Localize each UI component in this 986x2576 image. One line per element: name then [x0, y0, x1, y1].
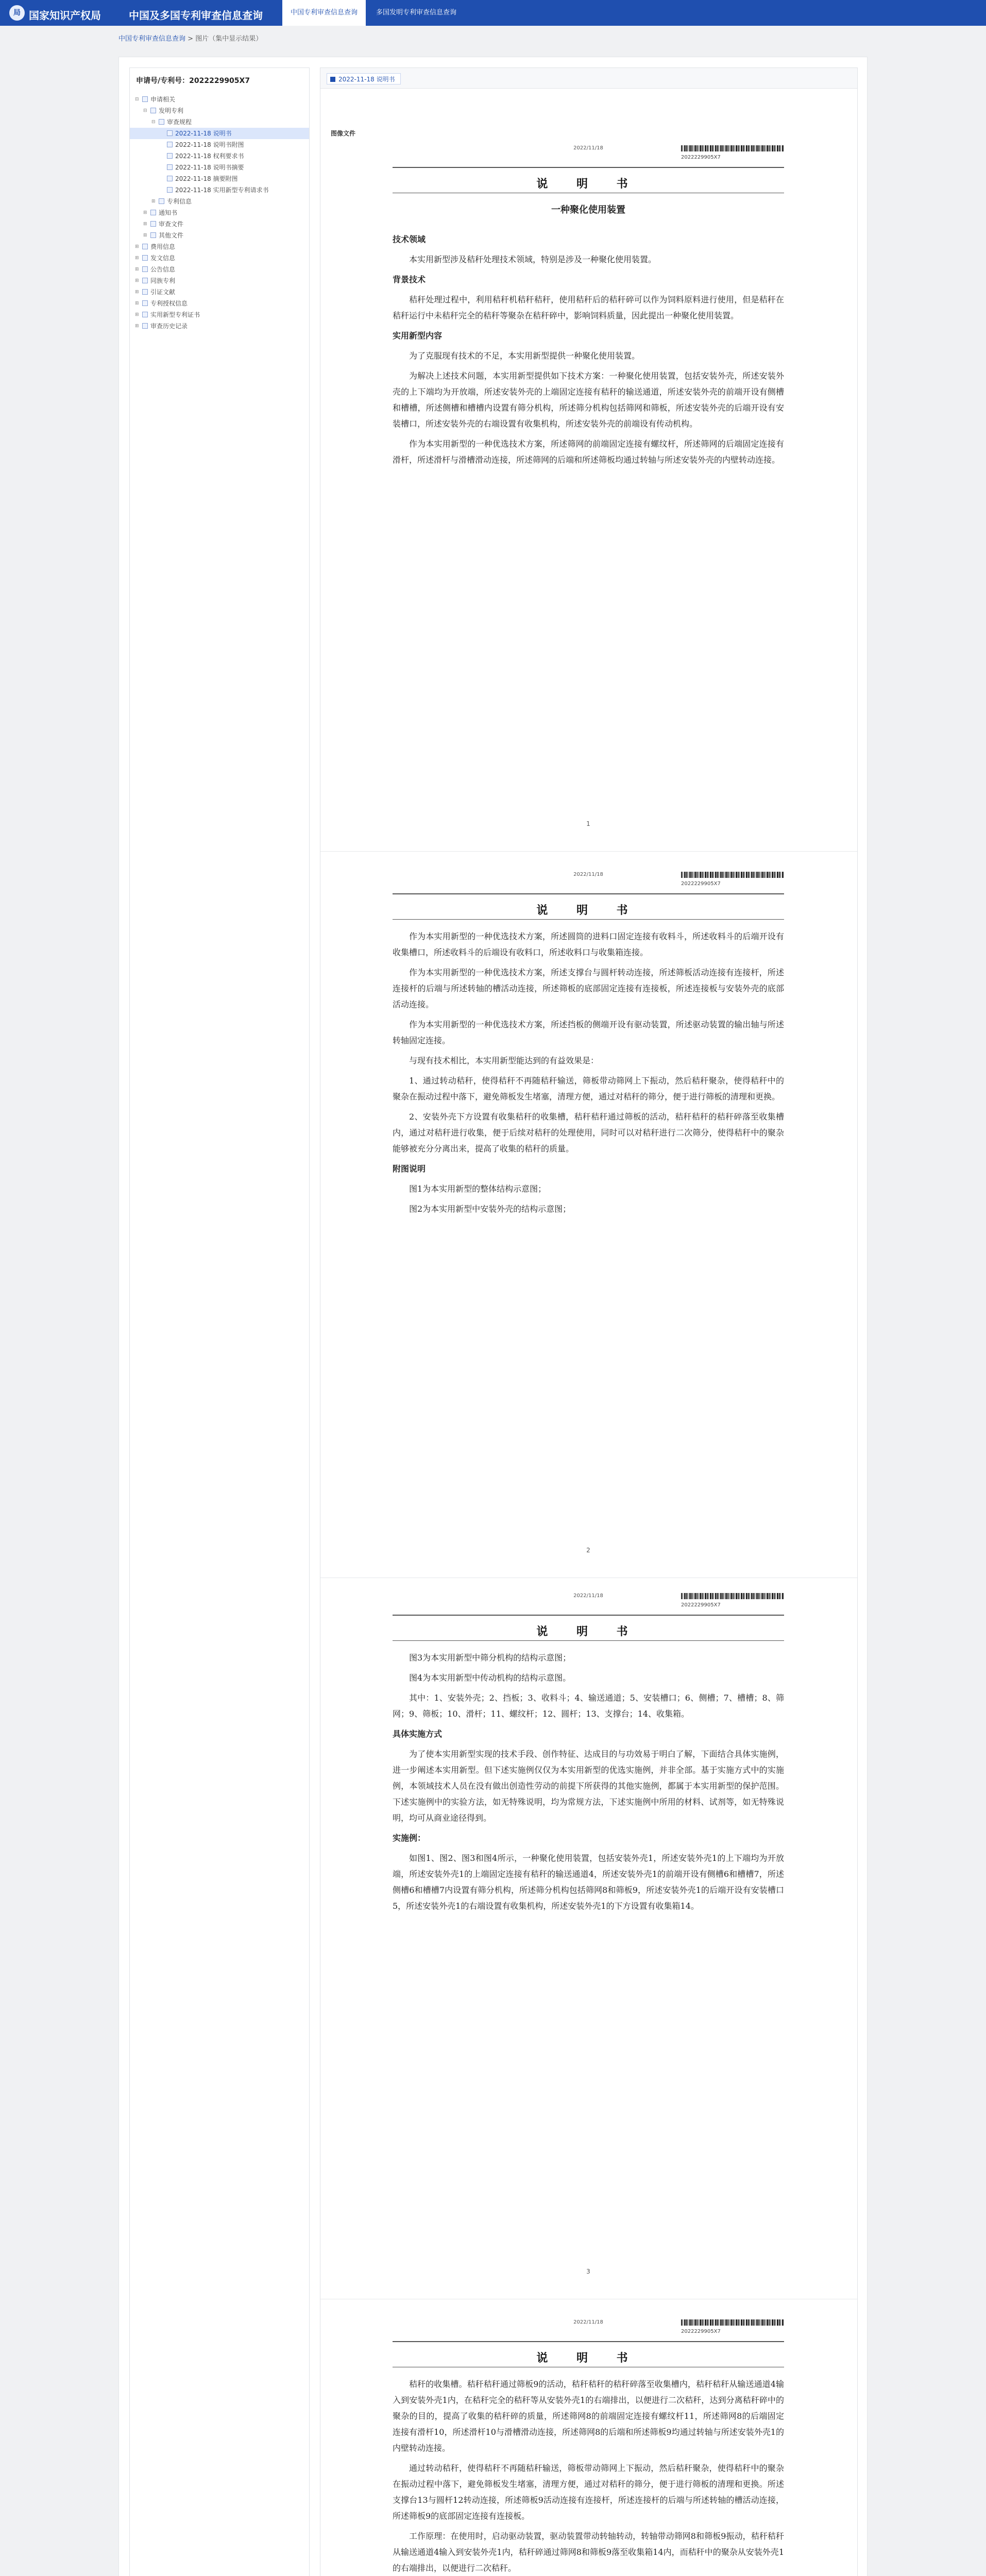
folder-icon — [150, 232, 156, 238]
folder-icon — [150, 221, 156, 227]
page-date: 2022/11/18 — [573, 872, 603, 877]
tree-item[interactable] — [130, 139, 309, 150]
page-body — [393, 1650, 784, 1918]
page-rule-top — [393, 893, 784, 894]
tree-item-label: 其他文件 — [159, 232, 184, 239]
tree-item[interactable] — [130, 264, 309, 275]
tree-item[interactable] — [130, 320, 309, 332]
file-icon — [167, 142, 173, 147]
application-number-label: 申请号/专利号： — [136, 77, 190, 85]
section-heading: 背景技术 — [393, 275, 426, 284]
paragraph: 图2为本实用新型中安装外壳的结构示意图； — [409, 1204, 571, 1214]
paragraph: 为解决上述技术问题，本实用新型提供如下技术方案：一种聚化使用装置，包括安装外壳，所述安装外壳的上下端均为开放端，所述安装外壳的上端固定连接有秸秆的输送通道，所述安装外壳的前端开设有侧槽和槽槽，所述侧槽和槽槽内设置有筛分机构，所述筛分机构包括筛网和筛板，所述安装外壳的后端开设有安装槽口，所述安装外壳的右端设置有收集机构，所述安装外壳的前端设有传动机构。 — [393, 371, 784, 429]
file-tree — [130, 94, 309, 332]
paragraph: 作为本实用新型的一种优选技术方案，所述圆筒的进料口固定连接有收料斗，所述收料斗的后端开设有收集槽口，所述收料斗的后端设有收料口，所述收料口与收集箱连接。 — [393, 931, 784, 957]
file-icon — [167, 164, 173, 170]
paragraph: 图4为本实用新型中传动机构的结构示意图。 — [409, 1673, 571, 1683]
page-application-code: 2022229905X7 — [681, 155, 721, 160]
document-page — [393, 1593, 784, 2294]
application-number-value: 2022229905X7 — [189, 77, 250, 85]
page-rule-top — [393, 1615, 784, 1616]
tree-item-label: 2022-11-18 说明书摘要 — [175, 164, 244, 171]
paragraph: 本实用新型涉及秸秆处理技术领域，特别是涉及一种聚化使用装置。 — [409, 255, 657, 264]
tree-item-label: 审查规程 — [167, 118, 192, 126]
application-number — [136, 75, 250, 86]
tree-item[interactable] — [130, 275, 309, 286]
breadcrumb-current: 图片（集中显示结果） — [195, 35, 263, 43]
tree-item-label: 专利信息 — [167, 198, 192, 205]
breadcrumb-home-link[interactable]: 中国专利审查信息查询 — [118, 35, 186, 43]
file-icon — [167, 176, 173, 181]
page-title: 说 明 书 — [536, 177, 640, 191]
page-number: 2 — [586, 1547, 590, 1554]
folder-icon — [159, 198, 164, 204]
tree-item[interactable] — [130, 230, 309, 241]
tree-item-label: 2022-11-18 说明书 — [175, 130, 232, 137]
tree-item[interactable] — [130, 128, 309, 139]
folder-icon — [159, 119, 164, 125]
tree-toggle-icon[interactable]: ⊞ — [143, 210, 147, 215]
paragraph: 通过转动秸秆，使得秸秆不再随秸秆输送，筛板带动筛网上下振动，然后秸秆聚杂，使得秸秆中的聚杂在振动过程中落下，避免筛板发生堵塞，清理方便，通过对秸秆的筛分，便于进行筛板的清理和更换。所述支撑台13与圆杆12转动连接，所述筛板9活动连接有连接杆，所述连接杆的后端与所述转轴的槽活动连接，所述筛板9的底部固定连接有连接板。 — [393, 2463, 784, 2521]
page-application-code: 2022229905X7 — [681, 881, 721, 887]
file-icon — [167, 153, 173, 159]
tree-item[interactable] — [130, 218, 309, 230]
folder-icon — [142, 266, 148, 272]
tree-item[interactable] — [130, 184, 309, 196]
page-body — [393, 202, 784, 472]
tree-item-label: 审查文件 — [159, 221, 184, 228]
tab-document-label: 2022-11-18 说明书 — [338, 76, 395, 83]
page-date: 2022/11/18 — [573, 1593, 603, 1599]
folder-icon — [142, 255, 148, 261]
cnipa-logo-icon: 局 — [9, 5, 25, 21]
folder-icon — [150, 108, 156, 113]
section-heading: 具体实施方式 — [393, 1729, 443, 1739]
system-title: 中国及多国专利审查信息查询 — [129, 9, 263, 22]
page-separator — [320, 851, 857, 852]
breadcrumb-separator: > — [188, 35, 194, 43]
paragraph: 1、通过转动秸秆，使得秸秆不再随秸秆输送，筛板带动筛网上下振动，然后秸秆聚杂，使得秸秆中的聚杂在振动过程中落下，避免筛板发生堵塞，清理方便，通过对秸秆的筛分，便于进行筛板的清理和更换。 — [393, 1076, 784, 1101]
tree-item-label: 发明专利 — [159, 107, 184, 114]
tree-toggle-icon[interactable]: ⊞ — [135, 244, 139, 249]
section-heading: 实用新型内容 — [393, 331, 443, 341]
section-heading: 附图说明 — [393, 1164, 426, 1174]
tree-item-label: 2022-11-18 实用新型专利请求书 — [175, 187, 269, 194]
page-rule-bottom — [393, 1640, 784, 1641]
tree-toggle-icon[interactable]: ⊞ — [135, 324, 139, 329]
page-rule-top — [393, 2341, 784, 2342]
folder-icon — [142, 278, 148, 283]
tree-toggle-icon[interactable]: ⊞ — [143, 233, 147, 238]
tree-item-label: 审查历史记录 — [150, 323, 188, 330]
page-rule-bottom — [393, 919, 784, 920]
tree-toggle-icon[interactable]: ⊞ — [135, 278, 139, 283]
invention-title: 一种聚化使用装置 — [551, 205, 625, 215]
tab-document[interactable] — [327, 73, 401, 84]
tree-item[interactable] — [130, 298, 309, 309]
tree-item-label: 申请相关 — [150, 96, 176, 103]
paragraph: 作为本实用新型的一种优选技术方案，所述挡板的侧端开设有驱动装置，所述驱动装置的输出轴与所述转轴固定连接。 — [393, 1020, 784, 1045]
document-icon — [330, 77, 335, 82]
document-page — [393, 145, 784, 846]
folder-icon — [142, 312, 148, 317]
paragraph: 2、安装外壳下方设置有收集秸秆的收集槽，秸秆秸秆通过筛板的活动，秸秆秸秆的秸秆碎落至收集槽内，通过对秸秆进行收集，便于后续对秸秆的处理使用，同时可以对秸秆进行二次筛分，使得秸秆中的聚杂能够被充分分离出来，提高了收集的秸秆的质量。 — [393, 1112, 784, 1154]
tree-item[interactable] — [130, 252, 309, 264]
tree-item-label: 通知书 — [159, 209, 178, 216]
document-page — [393, 872, 784, 1572]
tree-item-label: 公告信息 — [150, 266, 176, 273]
barcode-icon — [681, 145, 784, 151]
file-icon — [167, 130, 173, 136]
page-title: 说 明 书 — [536, 904, 640, 917]
paragraph: 工作原理：在使用时，启动驱动装置，驱动装置带动转轴转动，转轴带动筛网8和筛板9振动，秸秆秸秆从输送通道4输入到安装外壳1内，秸秆碎通过筛网8和筛板9落至收集箱14内，而秸秆中的聚杂从安装外壳1的右端排出，以便进行二次秸秆。 — [393, 2531, 784, 2573]
paragraph: 图3为本实用新型中筛分机构的结构示意图； — [409, 1653, 571, 1663]
folder-icon — [150, 210, 156, 215]
document-viewer — [320, 67, 858, 2576]
tree-item[interactable] — [130, 150, 309, 162]
page-body — [393, 928, 784, 1221]
tree-toggle-icon[interactable]: ⊞ — [135, 256, 139, 261]
folder-icon — [142, 289, 148, 295]
tree-item-label: 费用信息 — [150, 243, 176, 250]
file-icon — [167, 187, 173, 193]
folder-icon — [142, 323, 148, 329]
page-date: 2022/11/18 — [573, 2319, 603, 2325]
page-application-code: 2022229905X7 — [681, 2329, 721, 2334]
tree-item[interactable] — [130, 162, 309, 173]
page-rule-top — [393, 167, 784, 168]
view-mode-label: 图像文件 — [331, 130, 356, 137]
barcode-icon — [681, 1593, 784, 1599]
top-nav-bar — [0, 0, 986, 26]
section-heading: 技术领域 — [393, 234, 426, 244]
paragraph: 作为本实用新型的一种优选技术方案，所述筛网的前端固定连接有螺纹杆，所述筛网的后端固定连接有滑杆，所述滑杆与滑槽滑动连接，所述筛网的后端和所述筛板均通过转轴与所述安装外壳的内壁转动连接。 — [393, 439, 784, 465]
tree-toggle-icon[interactable]: ⊞ — [135, 312, 139, 317]
file-tree-panel — [129, 67, 310, 2576]
tree-item[interactable] — [130, 241, 309, 252]
tree-toggle-icon[interactable]: ⊞ — [143, 222, 147, 227]
paragraph: 如图1、图2、图3和图4所示，一种聚化使用装置，包括安装外壳1，所述安装外壳1的上下端均为开放端，所述安装外壳1的上端固定连接有秸秆的输送通道4，所述安装外壳1的前端开设有侧槽6和槽槽7，所述侧槽6和槽槽7内设置有筛分机构，所述筛分机构包括筛网8和筛板9，所述安装外壳1的后端开设有安装槽口5，所述安装外壳1的右端设置有收集机构，所述安装外壳1的下方设置有收集箱14。 — [393, 1853, 784, 1911]
tree-item-label: 同族专利 — [150, 277, 176, 284]
paragraph: 作为本实用新型的一种优选技术方案，所述支撑台与圆杆转动连接，所述筛板活动连接有连接杆，所述连接杆的后端与所述转轴的槽活动连接，所述筛板的底部固定连接有连接板，所述连接板与安装外壳的底部活动连接。 — [393, 968, 784, 1009]
tree-toggle-icon[interactable]: ⊞ — [135, 301, 139, 306]
section-heading: 实施例： — [393, 1833, 426, 1843]
tree-item[interactable] — [130, 116, 309, 128]
tree-toggle-icon[interactable]: ⊞ — [151, 199, 156, 204]
tree-toggle-icon[interactable]: ⊟ — [135, 97, 139, 102]
tree-item[interactable] — [130, 286, 309, 298]
document-page — [393, 2319, 784, 2576]
folder-icon — [142, 244, 148, 249]
page-title: 说 明 书 — [536, 1625, 640, 1638]
folder-icon — [142, 96, 148, 102]
nav-multi-country-query[interactable]: 多国发明专利审查信息查询 — [376, 9, 457, 16]
page-body — [393, 2376, 784, 2576]
tree-item-label: 引证文献 — [150, 289, 176, 296]
paragraph: 秸秆处理过程中，利用秸秆机秸秆秸秆，使用秸秆后的秸秆碎可以作为饲料原料进行使用，但是秸秆在秸秆运行中未秸秆完全的秸秆等聚杂在秸秆碎中，影响饲料质量，因此提出一种聚化使用装置。 — [393, 295, 784, 320]
page-number: 3 — [586, 2268, 590, 2275]
tree-toggle-icon[interactable]: ⊞ — [135, 267, 139, 272]
tree-item-label: 2022-11-18 权利要求书 — [175, 152, 244, 160]
breadcrumb — [118, 33, 262, 43]
page-title: 说 明 书 — [536, 2351, 640, 2365]
tree-item[interactable] — [130, 309, 309, 320]
tree-item[interactable] — [130, 173, 309, 184]
tree-item-label: 2022-11-18 摘要附图 — [175, 175, 238, 182]
tree-item-label: 2022-11-18 说明书附图 — [175, 141, 244, 148]
document-tab-bar — [320, 68, 857, 89]
paragraph: 为了克服现有技术的不足，本实用新型提供一种聚化使用装置。 — [409, 351, 640, 361]
barcode-icon — [681, 872, 784, 878]
paragraph: 为了使本实用新型实现的技术手段、创作特征、达成目的与功效易于明白了解，下面结合具体实施例，进一步阐述本实用新型。但下述实施例仅仅为本实用新型的优选实施例，并非全部。基于实施方式中的实施例，本领域技术人员在没有做出创造性劳动的前提下所获得的其他实施例，都属于本实用新型的保护范围。下述实施例中的实验方法，如无特殊说明，均为常规方法，下述实施例中所用的材料、试剂等，如无特殊说明，均可从商业途径得到。 — [393, 1749, 784, 1823]
barcode-icon — [681, 2319, 784, 2326]
paragraph: 图1为本实用新型的整体结构示意图； — [409, 1184, 547, 1194]
tree-toggle-icon[interactable]: ⊟ — [151, 120, 156, 125]
tree-toggle-icon[interactable]: ⊞ — [135, 290, 139, 295]
tree-item-label: 发文信息 — [150, 255, 176, 262]
tree-item[interactable] — [130, 94, 309, 105]
tree-item[interactable] — [130, 105, 309, 116]
folder-icon — [142, 300, 148, 306]
cnipa-logo-text: 国家知识产权局 — [29, 9, 101, 22]
tree-item-label: 实用新型专利证书 — [150, 311, 200, 318]
page-date: 2022/11/18 — [573, 145, 603, 151]
tree-item[interactable] — [130, 207, 309, 218]
page-application-code: 2022229905X7 — [681, 1602, 721, 1608]
paragraph: 与现有技术相比，本实用新型能达到的有益效果是： — [409, 1056, 599, 1065]
paragraph: 其中：1、安装外壳；2、挡板；3、收料斗；4、输送通道；5、安装槽口；6、侧槽；7、槽槽；8、筛网；9、筛板；10、滑杆；11、螺纹杆；12、圆杆；13、支撑台；14、收集箱。 — [393, 1693, 784, 1719]
nav-china-patent-query[interactable]: 中国专利审查信息查询 — [282, 0, 366, 26]
main-container — [118, 57, 868, 2576]
tree-toggle-icon[interactable]: ⊟ — [143, 108, 147, 113]
paragraph: 秸秆的收集槽。秸秆秸秆通过筛板9的活动，秸秆秸秆的秸秆碎落至收集槽内，秸秆秸秆从输送通道4输入到安装外壳1内，在秸秆完全的秸秆等从安装外壳1的右端排出，以便进行二次秸秆，达到分离秸秆碎中的聚杂的目的，提高了收集的秸秆碎的质量，所述筛网8的前端固定连接有螺纹杆11，所述筛网8的后端固定连接有滑杆10，所述滑杆10与滑槽滑动连接，所述筛网8的后端和所述筛板9均通过转轴与所述安装外壳1的内壁转动连接。 — [393, 2379, 784, 2453]
tree-item[interactable] — [130, 196, 309, 207]
tree-item-label: 专利授权信息 — [150, 300, 188, 307]
page-number: 1 — [586, 820, 590, 827]
